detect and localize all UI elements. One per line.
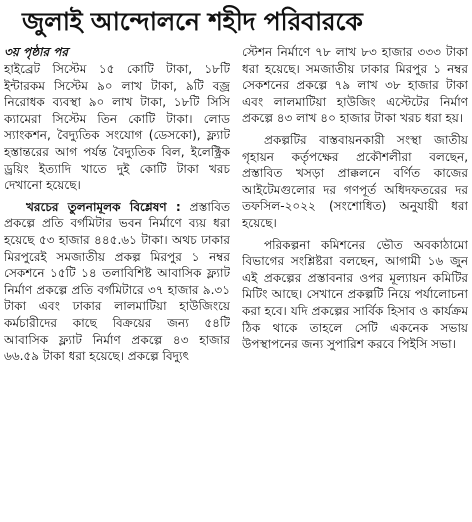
paragraph — [4, 199, 230, 365]
paragraph: হাইব্রেট সিস্টেম ১৫ কোটি টাকা, ১৮টি ইন্টারকম সিস্টেম ৯০ লাখ টাকা, ৯টি বজ্র নিরোধক ব্যবস্থা ৯০ লাখ টাকা, ১৮টি সিসি ক্যামেরা সিস্টেম তিন কোটি টাকা। লোড স্যাংকশন, বৈদ্যুতিক সংযোগ (ডেসকো), ফ্ল্যাট হস্তান্তরের আগ পর্যন্ত বৈদ্যুতিক বিল, ইলেক্ট্রিক ড্রয়িং ইত্যাদি খাতে দুই কোটি টাকা খরচ দেখানো হয়েছে। — [4, 62, 230, 193]
paragraph: পরিকল্পনা কমিশনের ভৌত অবকাঠামো বিভাগের সংশ্লিষ্টরা বলছেন, আগামী ১৬ জুন এই প্রকল্পের প্রস্তাবনার ওপর মূল্যায়ন কমিটির মিটিং আছে। সেখানে প্রকল্পটি নিয়ে পর্যালোচনা করা হবে। যদি প্রকল্পের সার্বিক হিসাব ও কার্যক্রম ঠিক থাকে তাহলে সেটি একনেক সভায় উপস্থাপনের জন্য সুপারিশ করবে পিইসি সভা। — [242, 237, 468, 352]
continuation-note: ৩য় পৃষ্ঠার পর — [4, 45, 69, 59]
paragraph: প্রকল্পটির বাস্তবায়নকারী সংস্থা জাতীয় গৃহায়ন কর্তৃপক্ষের প্রকৌশলীরা বলছেন, প্রস্তাবিত খসড়া প্রাক্কলনে বর্ণিত কাজের আইটেমগুলোর দর গণপূর্ত অধিদফতরের দর তফসিল-২০২২ (সংশোধিত) অনুযায়ী ধরা হয়েছে। — [242, 132, 468, 230]
paragraph-text: প্রস্তাবিত প্রকল্পে প্রতি বর্গমিটার ভবন নির্মাণে ব্যয় ধরা হয়েছে ৫৩ হাজার ৪৪৫.৬১ টাকা। অথচ ঢাকার মিরপুরেই সমজাতীয় প্রকল্প মিরপুর ১ নম্বর সেকশনে ১৫টি ১৪ তলাবিশিষ্ট আবাসিক ফ্ল্যাট নির্মাণ প্রকল্পে প্রতি বর্গমিটারে ৩৭ হাজার ৯.৩১ টাকা এবং ঢাকার লালমাটিয়া হাউজিংয়ে কর্মচারীদের কাছে বিক্রয়ের জন্য ৫৪টি আবাসিক ফ্ল্যাট নির্মাণ প্রকল্পে ৪৩ হাজার ৬৬.৫৯ টাকা ধরা হয়েছে। প্রকল্পে বিদ্যুৎ — [4, 199, 230, 364]
headline: জুলাই আন্দোলনে শহীদ পরিবারকে — [22, 7, 363, 36]
article-columns — [4, 44, 468, 365]
column-right — [242, 44, 468, 365]
paragraph: স্টেশন নির্মাণে ৭৮ লাখ ৮৩ হাজার ৩৩৩ টাকা ধরা হয়েছে। সমজাতীয় ঢাকার মিরপুর ১ নম্বর সেকশনের প্রকল্পে ৭৯ লাখ ৩৮ হাজার টাকা এবং লালমাটিয়া হাউজিং এস্টেটের নির্মাণ প্রকল্পে ৪৩ লাখ ৪০ হাজার টাকা খরচ ধরা হয়। — [242, 45, 468, 126]
column-left — [4, 44, 230, 365]
subheading: খরচের তুলনামূলক বিশ্লেষণ : — [26, 199, 181, 214]
